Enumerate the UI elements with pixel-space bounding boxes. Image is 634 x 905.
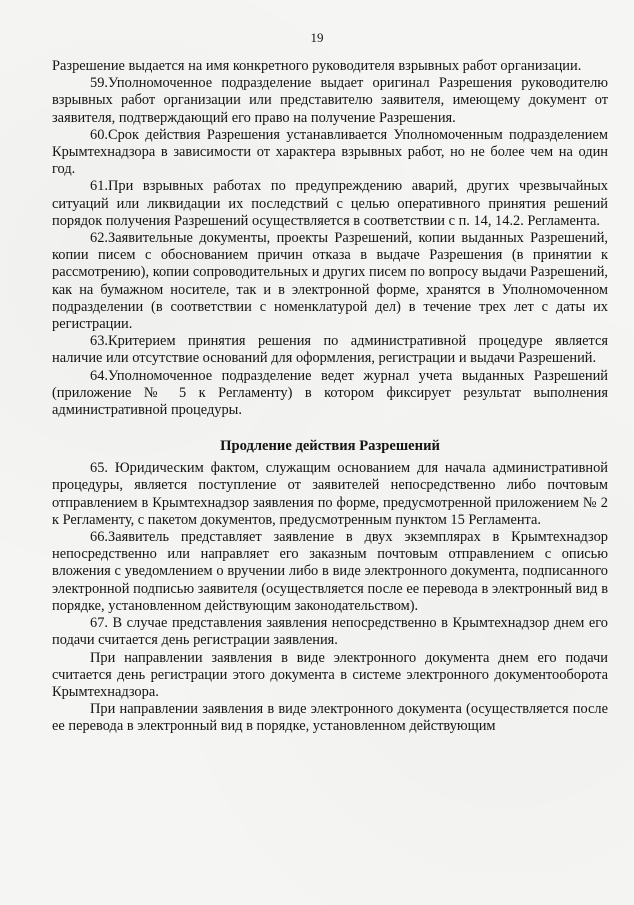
paragraph-65: 65. Юридическим фактом, служащим основанием для начала административной процедуры, является поступление от заявителей непосредственно либо почтовым отправлением в Крымтехнадзор заявления по форме, предусмотренной приложением № 2 к Регламенту, с пакетом документов, предусмотренным пунктом 15 Регламента.: [52, 460, 608, 528]
paragraph-62: 62.Заявительные документы, проекты Разрешений, копии выданных Разрешений, копии писем с обоснованием причин отказа в выдаче Разрешения (в принятии к рассмотрению), копии сопроводительных и других писем по вопросу выдачи Разрешений, как на бумажном носителе, так и в электронной форме, хранятся в Уполномоченном подразделении (в соответствии с номенклатурой дел) в течение трех лет с даты их регистрации.: [52, 230, 608, 333]
paragraph-64: 64.Уполномоченное подразделение ведет журнал учета выданных Разрешений (приложение № 5 к Регламенту) в котором фиксирует результат выполнения административной процедуры.: [52, 367, 608, 419]
paragraph-67-electronic: При направлении заявления в виде электронного документа днем его подачи считается день регистрации этого документа в системе электронного документооборота Крымтехнадзора.: [52, 649, 608, 700]
paragraph-58-continuation: Разрешение выдается на имя конкретного руководителя взрывных работ организации.: [52, 58, 582, 74]
paragraph-67: 67. В случае представления заявления непосредственно в Крымтехнадзор днем его подачи считается день регистрации заявления.: [52, 615, 608, 649]
paragraph-67-electronic-continued: При направлении заявления в виде электронного документа (осуществляется после ее перевода в электронный вид в порядке, установленном действующим: [52, 701, 608, 735]
paragraph-60: 60.Срок действия Разрешения устанавливается Уполномоченным подразделением Крымтехнадзора в зависимости от характера взрывных работ, но не более чем на один год.: [52, 126, 608, 178]
paragraph-63: 63.Критерием принятия решения по административной процедуре является наличие или отсутствие оснований для оформления, регистрации и выдачи Разрешений.: [52, 333, 608, 367]
paragraph-66: 66.Заявитель представляет заявление в двух экземплярах в Крымтехнадзор непосредственно или направляет его заказным почтовым отправлением с описью вложения с уведомлением о вручении либо в виде электронного документа, подписанного электронной подписью заявителя (осуществляется после ее перевода в электронный вид в порядке, установленном действующим законодательством).: [52, 529, 608, 614]
paragraph-61: 61.При взрывных работах по предупреждению аварий, других чрезвычайных ситуаций или ликвидации их последствий с целью оперативного принятия решений порядок получения Разрешений осуществляется в соответствии с п. 14, 14.2. Регламента.: [52, 178, 608, 229]
page-number: 19: [310, 30, 324, 45]
document-body: [52, 58, 608, 736]
paragraph-59: 59.Уполномоченное подразделение выдает оригинал Разрешения руководителю взрывных работ организации или представителю заявителя, имеющему документ от заявителя, подтверждающий его право на получение Разрешения.: [52, 75, 608, 126]
section-title: Продление действия Разрешений: [220, 438, 440, 455]
